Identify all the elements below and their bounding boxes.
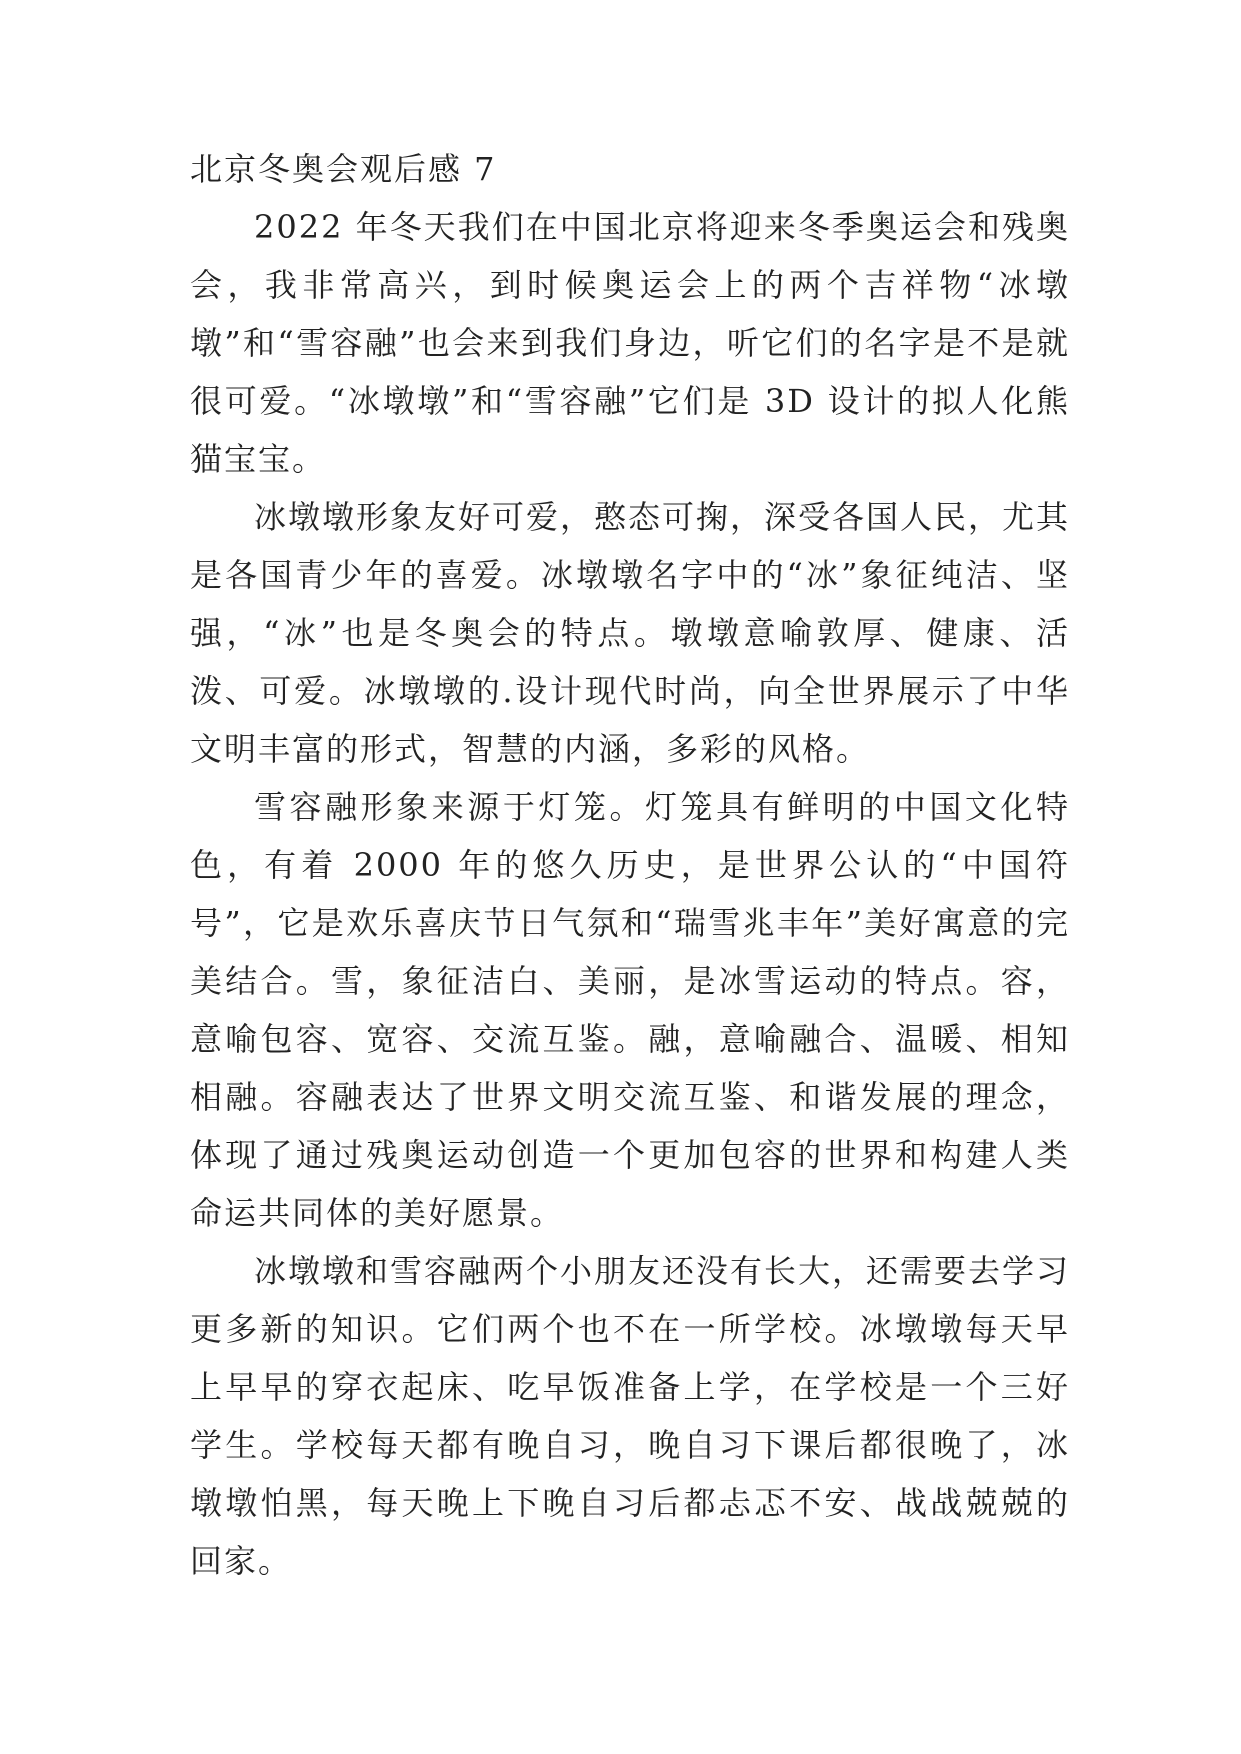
document-title: 北京冬奥会观后感 7 (190, 150, 497, 188)
paragraph-1: 2022 年冬天我们在中国北京将迎来冬季奥运会和残奥会，我非常高兴，到时候奥运会上的两个吉祥物“冰墩墩”和“雪容融”也会来到我们身边，听它们的名字是不是就很可爱。“冰墩墩”和“雪容融”它们是 3D 设计的拟人化熊猫宝宝。 (190, 208, 1070, 478)
paragraph-4: 冰墩墩和雪容融两个小朋友还没有长大，还需要去学习更多新的知识。它们两个也不在一所学校。冰墩墩每天早上早早的穿衣起床、吃早饭准备上学，在学校是一个三好学生。学校每天都有晚自习，晚自习下课后都很晚了，冰墩墩怕黑，每天晚上下晚自习后都忐忑不安、战战兢兢的回家。 (190, 1252, 1071, 1580)
document-body (190, 140, 1070, 1590)
paragraph-3: 雪容融形象来源于灯笼。灯笼具有鲜明的中国文化特色，有着 2000 年的悠久历史，是世界公认的“中国符号”，它是欢乐喜庆节日气氛和“瑞雪兆丰年”美好寓意的完美结合。雪，象征洁白、美丽，是冰雪运动的特点。容，意喻包容、宽容、交流互鉴。融，意喻融合、温暖、相知相融。容融表达了世界文明交流互鉴、和谐发展的理念，体现了通过残奥运动创造一个更加包容的世界和构建人类命运共同体的美好愿景。 (190, 788, 1070, 1232)
paragraph-2: 冰墩墩形象友好可爱，憨态可掬，深受各国人民，尤其是各国青少年的喜爱。冰墩墩名字中的“冰”象征纯洁、坚强，“冰”也是冬奥会的特点。墩墩意喻敦厚、健康、活泼、可爱。冰墩墩的.设计现代时尚，向全世界展示了中华文明丰富的形式，智慧的内涵，多彩的风格。 (190, 498, 1071, 768)
